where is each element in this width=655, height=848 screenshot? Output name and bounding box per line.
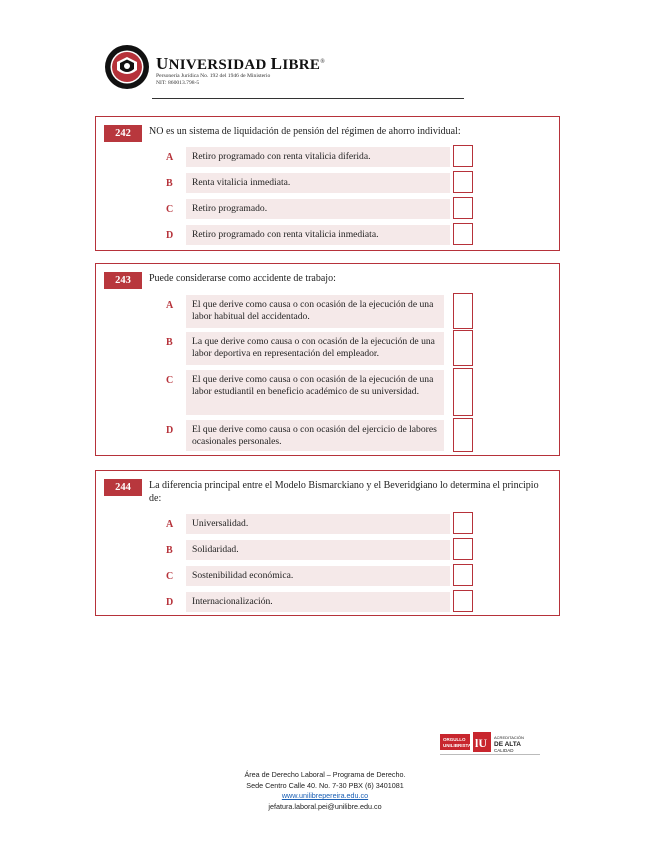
question-number: 244 (104, 479, 142, 496)
option-letter: C (166, 204, 174, 215)
footer-department: Área de Derecho Laboral – Programa de Derecho. (244, 770, 406, 779)
option-text: El que derive como causa o con ocasión del ejercicio de labores ocasionales personales. (186, 420, 444, 451)
answer-checkbox-a[interactable] (453, 512, 473, 534)
page-header (104, 44, 464, 100)
option-text: Internacionalización. (186, 592, 450, 612)
footer-address: Sede Centro Calle 40. No. 7-30 PBX (6) 3401081 (246, 780, 404, 790)
university-seal-icon (104, 44, 150, 90)
svg-text:DE ALTA: DE ALTA (494, 741, 521, 748)
page-footer (200, 770, 450, 812)
option-letter: A (166, 519, 174, 530)
option-text: Renta vitalicia inmediata. (186, 173, 450, 193)
option-text: Universalidad. (186, 514, 450, 534)
option-letter: D (166, 230, 174, 241)
option-text: El que derive como causa o con ocasión de la ejecución de una labor estudiantil en beneficio académico de su universidad. (186, 370, 444, 415)
answer-checkbox-d[interactable] (453, 590, 473, 612)
answer-checkbox-c[interactable] (453, 197, 473, 219)
option-letter: A (166, 152, 174, 163)
option-text: Retiro programado con renta vitalicia diferida. (186, 147, 450, 167)
header-divider (152, 98, 464, 99)
answer-checkbox-b[interactable] (453, 171, 473, 193)
option-text: Solidaridad. (186, 540, 450, 560)
option-text: El que derive como causa o con ocasión de la ejecución de una labor habitual del accidentado. (186, 295, 444, 328)
footer-website-link[interactable]: www.unilibrepereira.edu.co (281, 791, 369, 800)
option-text: Sostenibilidad económica. (186, 566, 450, 586)
question-card-242 (95, 116, 560, 251)
answer-checkbox-b[interactable] (453, 538, 473, 560)
svg-text:lU: lU (475, 736, 487, 750)
question-text: Puede considerarse como accidente de trabajo: (149, 273, 336, 284)
legal-info: Personería Jurídica No. 192 del 1946 de Ministerio NIT: 860013.798-5 (156, 73, 271, 86)
option-letter: B (166, 337, 173, 348)
svg-text:CALIDAD: CALIDAD (494, 748, 514, 753)
university-wordmark: UNIVERSIDAD LIBRE® (156, 54, 326, 73)
question-card-244 (95, 470, 560, 616)
option-text: La que derive como causa o con ocasión de la ejecución de una labor deportiva en representación del empleador. (186, 332, 444, 365)
option-letter: C (166, 375, 174, 386)
svg-text:ACREDITACIÓN: ACREDITACIÓN (494, 735, 524, 740)
option-letter: D (166, 597, 174, 608)
option-text: Retiro programado con renta vitalicia inmediata. (186, 225, 450, 245)
answer-checkbox-d[interactable] (453, 418, 473, 452)
footer-email[interactable]: jefatura.laboral.pei@unilibre.edu.co (268, 801, 382, 811)
answer-checkbox-b[interactable] (453, 330, 473, 366)
option-letter: B (166, 178, 173, 189)
option-letter: D (166, 425, 174, 436)
answer-checkbox-c[interactable] (453, 368, 473, 416)
option-letter: A (166, 300, 174, 311)
vertical-code-text (548, 730, 556, 766)
svg-text:ORGULLO: ORGULLO (443, 737, 466, 742)
option-text: Retiro programado. (186, 199, 450, 219)
answer-checkbox-a[interactable] (453, 145, 473, 167)
question-text: La diferencia principal entre el Modelo Bismarckiano y el Beveridgiano lo determina el principio de: (149, 480, 539, 504)
answer-checkbox-c[interactable] (453, 564, 473, 586)
option-letter: C (166, 571, 174, 582)
svg-text:UNILIBRISTA: UNILIBRISTA (443, 743, 472, 748)
option-letter: B (166, 545, 173, 556)
question-number: 242 (104, 125, 142, 142)
answer-checkbox-d[interactable] (453, 223, 473, 245)
accreditation-logo-icon (440, 730, 542, 758)
question-number: 243 (104, 272, 142, 289)
question-card-243 (95, 263, 560, 456)
question-text: NO es un sistema de liquidación de pensión del régimen de ahorro individual: (149, 126, 461, 137)
answer-checkbox-a[interactable] (453, 293, 473, 329)
